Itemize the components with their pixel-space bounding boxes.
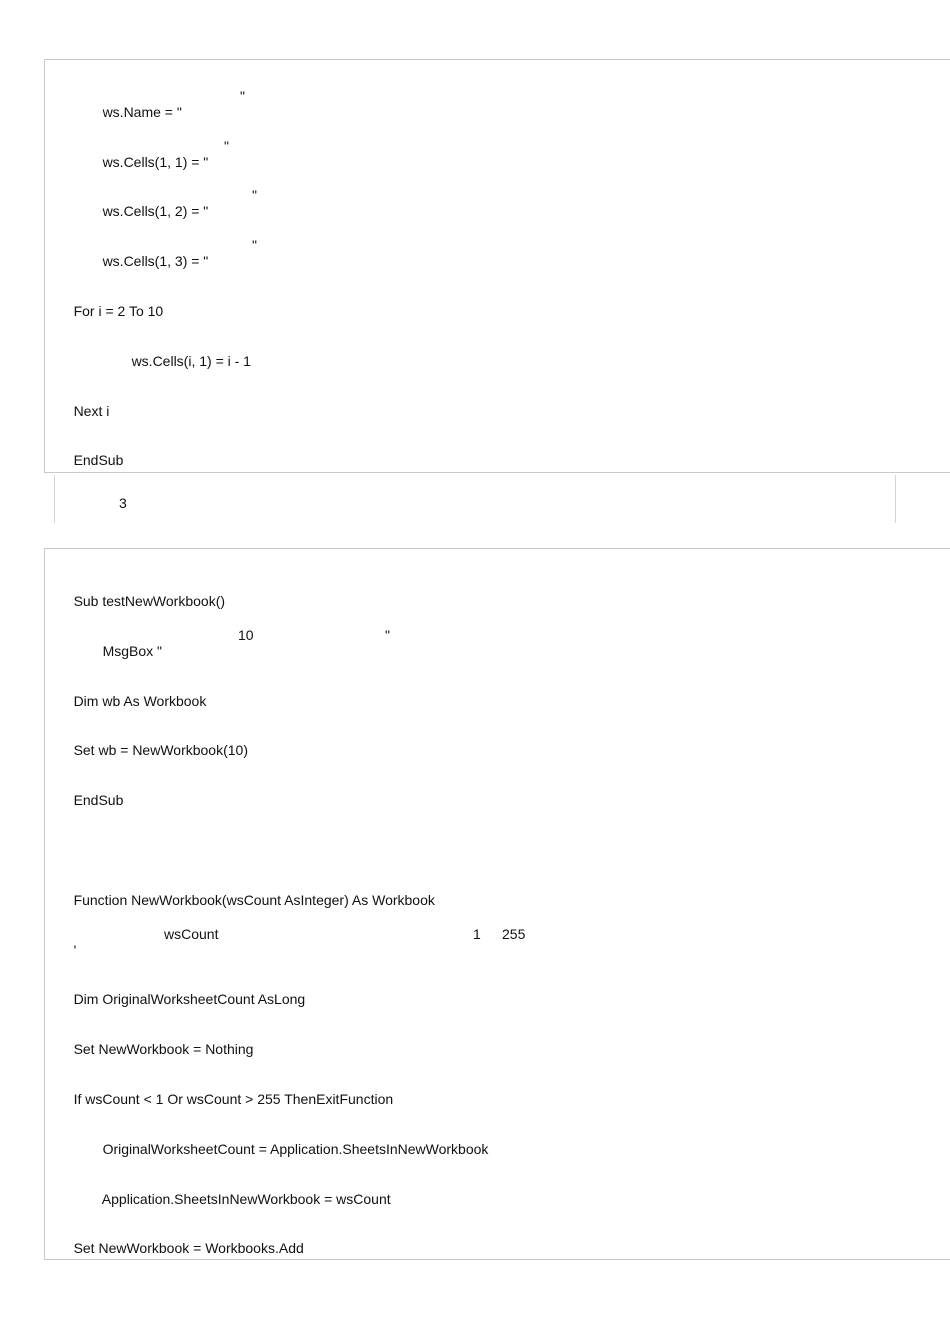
- comment-min: 1: [473, 926, 481, 942]
- code-line: [45, 726, 248, 774]
- code-line: [45, 287, 163, 335]
- caption-number: 3: [119, 495, 127, 511]
- code-text: Set wb = NewWorkbook(10): [73, 742, 248, 758]
- code-text: ': [73, 942, 77, 958]
- code-line: [45, 1224, 304, 1272]
- code-line: [45, 387, 109, 435]
- code-line: [45, 677, 206, 725]
- code-line: [45, 776, 123, 824]
- code-text: Next i: [73, 403, 110, 419]
- code-line: [45, 1025, 253, 1073]
- code-text: ws.Cells(1, 3) = ": [102, 253, 209, 269]
- code-text: Set NewWorkbook = Workbooks.Add: [73, 1240, 304, 1256]
- code-line: [45, 1075, 393, 1123]
- code-line: [45, 926, 76, 974]
- code-quote: ": [240, 88, 245, 104]
- code-block-1: [44, 59, 950, 473]
- code-text: ws.Cells(1, 2) = ": [102, 203, 209, 219]
- msgbox-number: 10: [238, 627, 254, 643]
- code-line: [45, 187, 208, 235]
- code-text: Set NewWorkbook = Nothing: [73, 1041, 254, 1057]
- comment-max: 255: [502, 926, 526, 942]
- code-line: [45, 577, 225, 625]
- code-text: Dim wb As Workbook: [73, 693, 207, 709]
- code-quote: ": [252, 187, 257, 203]
- code-quote: ": [224, 138, 229, 154]
- code-line: [45, 237, 208, 285]
- code-quote: ": [252, 237, 257, 253]
- code-text: ws.Cells(i, 1) = i - 1: [131, 353, 251, 369]
- code-text: ws.Name = ": [102, 104, 182, 120]
- code-text: Dim OriginalWorksheetCount AsLong: [73, 991, 306, 1007]
- code-text: EndSub: [73, 792, 124, 808]
- code-block-2: [44, 548, 950, 1260]
- code-text: Sub testNewWorkbook(): [73, 593, 226, 609]
- code-text: For i = 2 To 10: [73, 303, 164, 319]
- comment-var: wsCount: [164, 926, 219, 942]
- code-line: [45, 88, 182, 136]
- code-line: [45, 1175, 391, 1223]
- code-quote: ": [385, 627, 390, 643]
- caption-row: [54, 475, 896, 523]
- code-line: [45, 876, 435, 924]
- code-text: MsgBox ": [102, 643, 162, 659]
- code-line: [45, 975, 305, 1023]
- code-line: [45, 1125, 488, 1173]
- code-text: ws.Cells(1, 1) = ": [102, 154, 209, 170]
- code-text: Function NewWorkbook(wsCount AsInteger) As Workbook: [73, 892, 435, 908]
- code-text: OriginalWorksheetCount = Application.SheetsInNewWorkbook: [102, 1141, 489, 1157]
- code-line: [45, 337, 251, 385]
- code-line: [45, 138, 208, 186]
- code-text: Application.SheetsInNewWorkbook = wsCount: [101, 1191, 391, 1207]
- code-line: [45, 627, 162, 675]
- code-text: EndSub: [73, 452, 124, 468]
- code-text: If wsCount < 1 Or wsCount > 255 ThenExitFunction: [73, 1091, 394, 1107]
